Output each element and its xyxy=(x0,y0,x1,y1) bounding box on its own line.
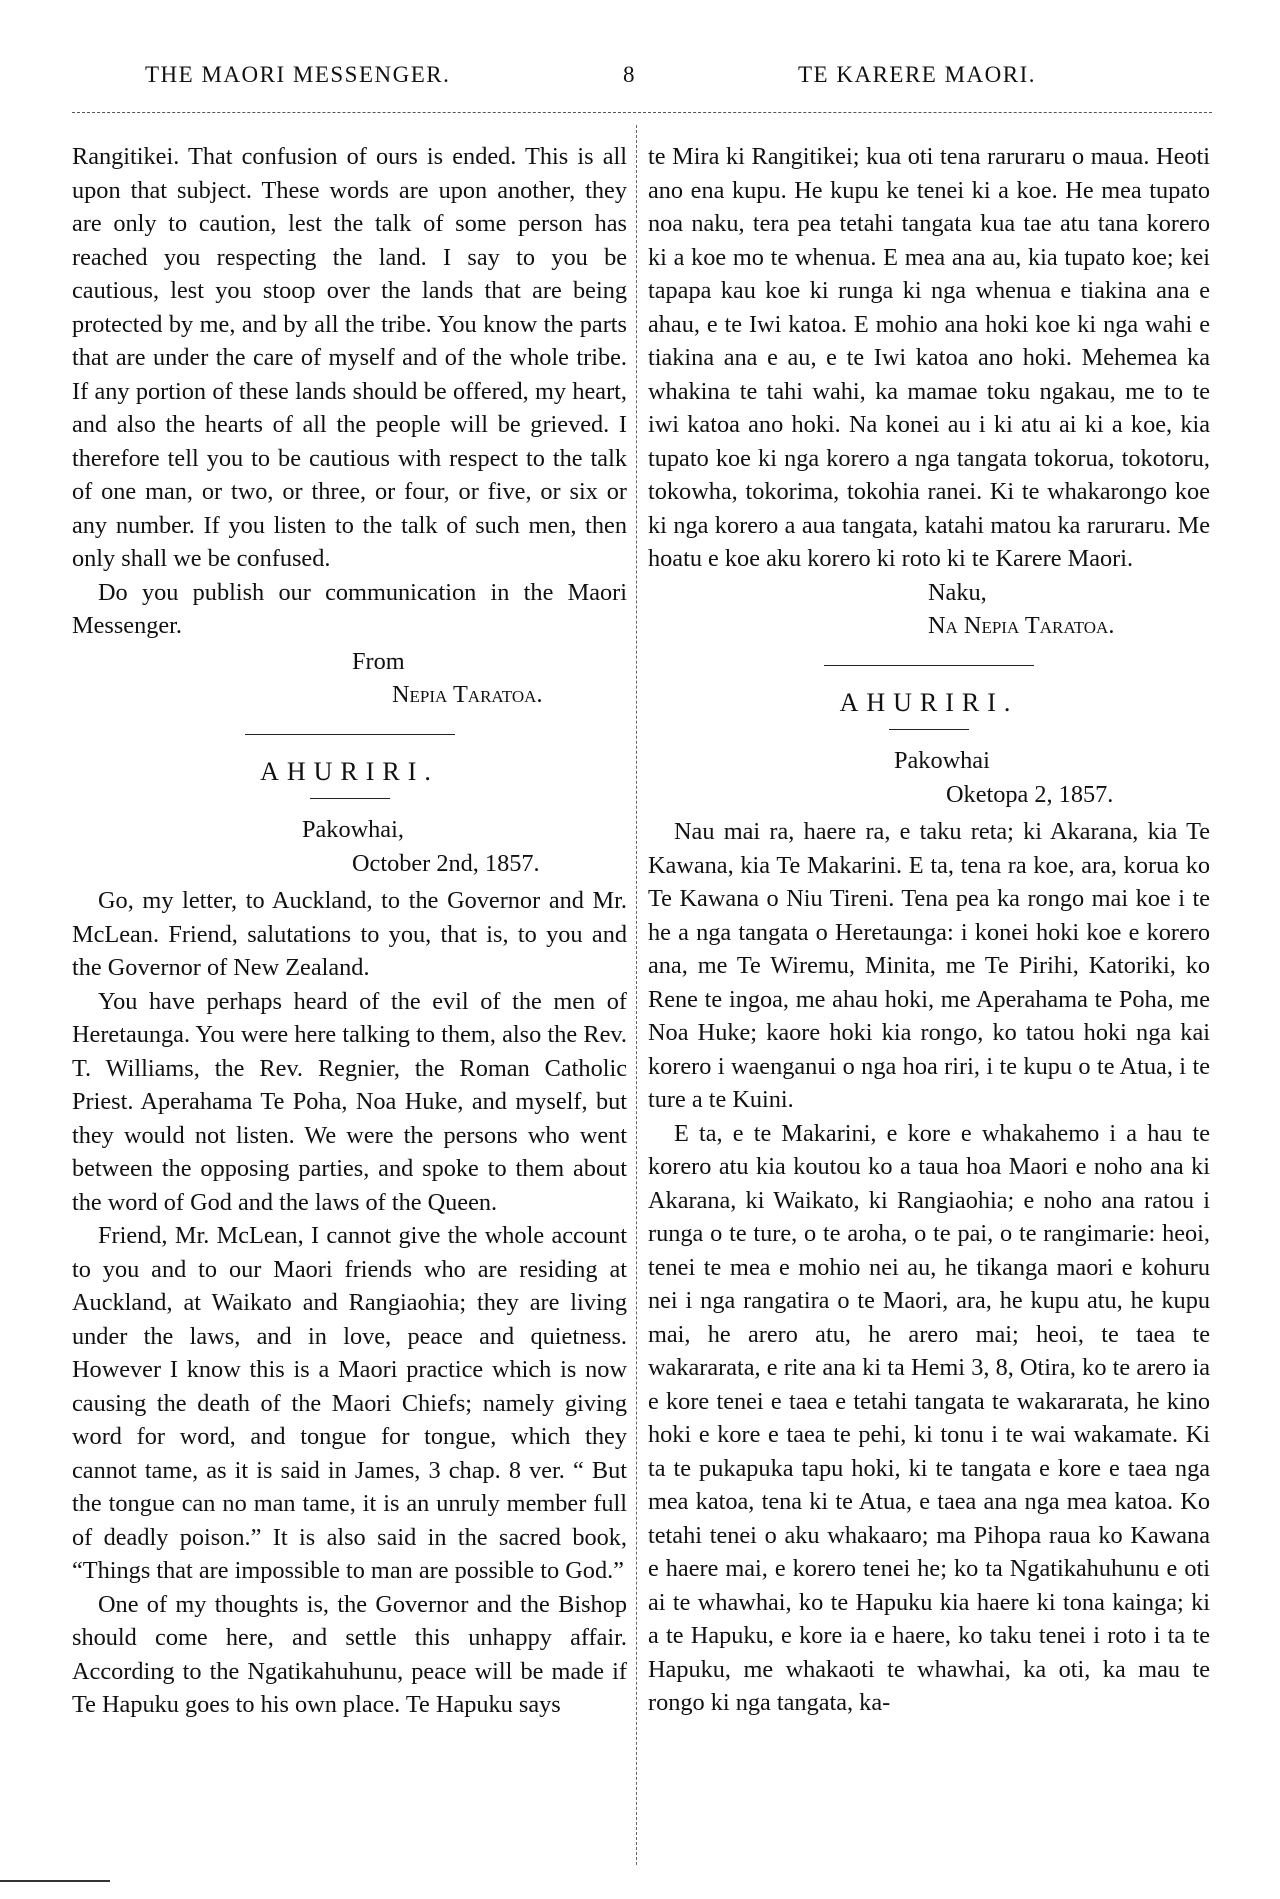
page-number: 8 xyxy=(623,62,636,87)
maori-masthead-title: TE KARERE MAORI. xyxy=(798,62,1037,87)
maori-letter-date: Oketopa 2, 1857. xyxy=(946,780,1114,808)
section-divider xyxy=(824,665,1034,666)
maori-from-label: Naku, xyxy=(928,578,987,606)
column-divider xyxy=(636,125,637,1865)
english-letter-place: Pakowhai, xyxy=(302,816,404,843)
english-signature: Nepia Taratoa. xyxy=(392,681,543,708)
english-paragraph-6: One of my thoughts is, the Governor and the Bishop should come here, and settle this unhappy affair. According to the Ngatikahuhunu, peace will be made if Te Hapuku goes to his own place. Te Hapuku says xyxy=(72,1590,627,1718)
english-paragraph-5: Friend, Mr. McLean, I cannot give the whole account to you and to our Maori friends who are residing at Auckland, at Waikato and Rangiaohia; they are living under the laws, and in love, peace and quietness. However I know this is a Maori practice which is now causing the death of the Maori Chiefs; namely giving word for word, and tongue for tongue, which they cannot tame, as it is said in James, 3 chap. 8 ver. “ But the tongue can no man tame, it is an unruly member full of deadly poison.” It is also said in the sacred book, “Things that are impossible to man are possible to God.” xyxy=(72,1222,627,1584)
maori-paragraph-3: E ta, e te Makarini, e kore e whakahemo i a hau te korero atu kia koutou ko a taua hoa Maori e noho ana ki Akarana, ki Waikato, ki Rangiaohia; e noho ana ratou i runga o te ture, o te aroha, o te pai, o te rangimarie: heoi, tenei te mea e mohio nei au, he tikanga maori e kohuru nei i nga rangatira o te Maori, ara, he kupu atu, he kupu mai, he arero atu, he arero mai; heoi, te taea te wakararata, e rite ana ki ta Hemi 3, 8, Otira, ko te arero ia e kore tenei e taea e tetahi tangata te wakararata, he kino hoki e kore e taea te pehi, ki tonu i te wai wakamate. Ki ta te pukapuka tapu hoki, ki te tangata e kore e taea nga mea katoa, tena ki te Atua, e taea ana nga mea katoa. Ko tetahi tenei o aku whakaaro; ma Pihopa raua ko Kawana e haere mai, e korero tenei he; ko ta Ngatikahuhunu e oti ai te whawhai, ko te Hapuku kia haere ki tona kainga; ki a te Hapuku, e kore ia e haere, ko taku tenei i roto i ta te Hapuku, me whakaoti te whawhai, ka oti, ka mau te rongo ki nga tangata, ka- xyxy=(648,1119,1210,1716)
english-paragraph-1: Rangitikei. That confusion of ours is ended. This is all upon that subject. These words are upon another, they are only to caution, lest the talk of some person has reached you respecting the land. I say to you be cautious, lest you stoop over the lands that are being protected by me, and by all the tribe. You know the parts that are under the care of myself and of the whole tribe. If any portion of these lands should be offered, my heart, and also the hearts of all the people will be grieved. I therefore tell you to be cautious with respect to the talk of one man, or two, or three, or four, or five, or six or any number. If you listen to the talk of such men, then only shall we be confused. xyxy=(72,143,627,572)
footer-rule xyxy=(0,1880,110,1882)
maori-column xyxy=(648,140,1210,1720)
maori-paragraph-2: Nau mai ra, haere ra, e taku reta; ki Akarana, kia Te Kawana, kia Te Makarini. E ta, tena ra koe, ara, korua ko Te Kawana o Niu Tireni. Tena pea ka rongo mai koe i te he a nga tangata o Heretaunga: i konei hoki koe e korero ana, me Te Wiremu, Minita, me Te Pirihi, Katoriki, ko Rene te ingoa, me ahau hoki, me Aperahama te Poha, me Noa Huke; kaore hoki kia rongo, ko tatou hoki nga kai korero i waenganui o nga hoa riri, i te kupu o te Atua, i te ture a te Kuini. xyxy=(648,818,1210,1113)
english-column xyxy=(72,140,627,1722)
header-rule xyxy=(72,112,1212,113)
english-paragraph-2: Do you publish our communication in the Maori Messenger. xyxy=(72,578,627,639)
english-paragraph-3: Go, my letter, to Auckland, to the Governor and Mr. McLean. Friend, salutations to you, that is, to you and the Governor of New Zealand. xyxy=(72,887,627,981)
maori-section-title: AHURIRI. xyxy=(839,687,1019,717)
english-section-title: AHURIRI. xyxy=(260,756,439,786)
page-header xyxy=(140,62,1140,102)
english-letter-date: October 2nd, 1857. xyxy=(352,849,540,877)
english-masthead-title: THE MAORI MESSENGER. xyxy=(145,62,451,87)
section-divider xyxy=(245,734,455,735)
maori-letter-place: Pakowhai xyxy=(894,747,990,774)
maori-signature: Na Nepia Taratoa. xyxy=(928,612,1115,639)
section-title-rule xyxy=(310,798,390,799)
maori-paragraph-1: te Mira ki Rangitikei; kua oti tena raruraru o maua. Heoti ano ena kupu. He kupu ke tenei ki a koe. He mea tupato noa naku, tera pea tetahi tangata kua tae atu tana korero ki a koe mo te whenua. E mea ana au, kia tupato koe; kei tapapa kau koe ki runga ki nga whenua e tiakina ana e ahau, e te Iwi katoa. E mohio ana hoki koe ki nga wahi e tiakina ana e au, e te Iwi katoa ano hoki. Mehemea ka whakina te tahi wahi, ka mamae toku ngakau, me to te iwi katoa ano hoki. Na konei au i ki atu ai ki a koe, kia tupato koe ki nga korero a nga tangata tokorua, tokotoru, tokowha, tokorima, tokohia ranei. Ki te whakarongo koe ki nga korero a aua tangata, katahi matou ka raruraru. Me hoatu e koe aku korero ki roto ki te Karere Maori. xyxy=(648,143,1210,572)
english-paragraph-4: You have perhaps heard of the evil of the men of Heretaunga. You were here talking to them, also the Rev. T. Williams, the Rev. Regnier, the Roman Catholic Priest. Aperahama Te Poha, Noa Huke, and myself, but they would not listen. We were the persons who went between the opposing parties, and spoke to them about the word of God and the laws of the Queen. xyxy=(72,987,627,1216)
section-title-rule xyxy=(889,729,969,730)
english-from-label: From xyxy=(352,647,405,675)
